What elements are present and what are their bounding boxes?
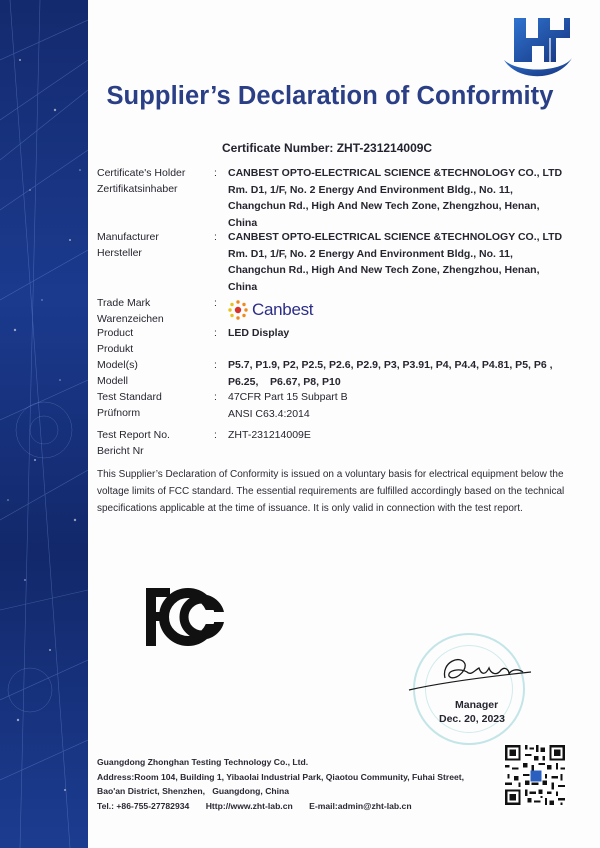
models-label-en: Model(s) — [97, 359, 138, 371]
holder-label-de: Zertifikatsinhaber — [97, 183, 178, 195]
holder-value — [228, 165, 578, 231]
band-pattern — [0, 0, 88, 848]
issuer-tel: Tel.: +86-755-27782934 — [97, 800, 190, 811]
document-title: Supplier’s Declaration of Conformity — [106, 82, 554, 110]
report-label-de: Bericht Nr — [97, 445, 144, 457]
holder-line: China — [228, 216, 258, 229]
signatory-role: Manager — [455, 699, 499, 711]
product-label-de: Produkt — [97, 343, 134, 355]
colon: : — [214, 231, 217, 243]
models-label-de: Modell — [97, 375, 128, 387]
issuer-footer — [97, 755, 464, 813]
signature-date: Dec. 20, 2023 — [439, 713, 505, 725]
canbest-logo-icon — [227, 299, 249, 321]
manufacturer-label-de: Hersteller — [97, 247, 142, 259]
standard-label-de: Prüfnorm — [97, 407, 141, 419]
report-value: ZHT-231214009E — [228, 429, 311, 441]
colon: : — [214, 167, 217, 179]
report-label-en: Test Report No. — [97, 429, 170, 441]
colon: : — [214, 391, 217, 403]
statement-line: voltage limits of FCC standard. The essential requirements are fulfilled accordingly based on the technical — [97, 486, 565, 497]
canbest-brand-text: Canbest — [252, 300, 314, 319]
holder-line: CANBEST OPTO-ELECTRICAL SCIENCE &TECHNOLOGY CO., LTD — [228, 167, 563, 179]
manufacturer-line: Rm. D1, 1/F, No. 2 Energy And Environment Bldg., No. 11, — [228, 247, 513, 260]
models-value — [228, 357, 578, 390]
zht-logo-icon — [498, 10, 576, 80]
declaration-statement — [97, 466, 575, 517]
standard-value — [228, 389, 578, 422]
issuer-email[interactable]: E-mail:admin@zht-lab.cn — [309, 800, 412, 811]
colon: : — [214, 297, 217, 309]
qr-code-icon — [503, 743, 567, 807]
manufacturer-value — [228, 229, 578, 295]
standard-label-en: Test Standard — [97, 391, 162, 403]
statement-line: This Supplier’s Declaration of Conformity is issued on a voluntary basis for electrical equipment below the — [97, 469, 564, 480]
colon: : — [214, 359, 217, 371]
manufacturer-line: Changchun Rd., High And New Tech Zone, Zhengzhou, Henan, — [228, 264, 540, 276]
trademark-label-de: Warenzeichen — [97, 313, 164, 325]
standard-line: ANSI C63.4:2014 — [228, 407, 310, 420]
issuer-company: Guangdong Zhonghan Testing Technology Co., Ltd. — [97, 757, 309, 767]
product-value: LED Display — [228, 327, 290, 339]
issuer-website[interactable]: Http://www.zht-lab.cn — [205, 800, 293, 811]
certificate-number: ZHT-231214009C — [336, 141, 433, 155]
product-label-en: Product — [97, 327, 134, 339]
fcc-logo-icon — [144, 586, 226, 648]
manufacturer-line: CANBEST OPTO-ELECTRICAL SCIENCE &TECHNOLOGY CO., LTD — [228, 231, 563, 243]
holder-line: Changchun Rd., High And New Tech Zone, Zhengzhou, Henan, — [228, 200, 540, 212]
colon: : — [214, 327, 217, 339]
issuer-address-2: Bao'an District, Shenzhen, Guangdong, China — [97, 786, 290, 796]
holder-line: Rm. D1, 1/F, No. 2 Energy And Environment Bldg., No. 11, — [228, 183, 513, 196]
statement-line: specifications applicable at the time of issuance. It is only valid in connection with the test report. — [97, 503, 523, 514]
holder-label-en: Certificate's Holder — [97, 167, 186, 179]
colon: : — [214, 429, 217, 441]
manager-signature — [405, 648, 535, 696]
standard-line: 47CFR Part 15 Subpart B — [228, 391, 348, 403]
manufacturer-line: China — [228, 280, 258, 293]
certificate-number-line — [222, 141, 432, 155]
certificate-number-label: Certificate Number: — [222, 141, 334, 155]
trademark-label-en: Trade Mark — [97, 297, 151, 309]
canbest-trademark — [227, 299, 313, 321]
decorative-side-band — [0, 0, 88, 848]
issuer-contact — [97, 799, 464, 814]
models-line: P6.25, P6.67, P8, P10 — [228, 375, 341, 388]
manufacturer-label-en: Manufacturer — [97, 231, 159, 243]
issuer-address-1: Address:Room 104, Building 1, Yibaolai Industrial Park, Qiaotou Community, Fuhai Street, — [97, 771, 465, 782]
models-line: P5.7, P1.9, P2, P2.5, P2.6, P2.9, P3, P3.91, P4, P4.4, P4.81, P5, P6 , — [228, 359, 553, 371]
